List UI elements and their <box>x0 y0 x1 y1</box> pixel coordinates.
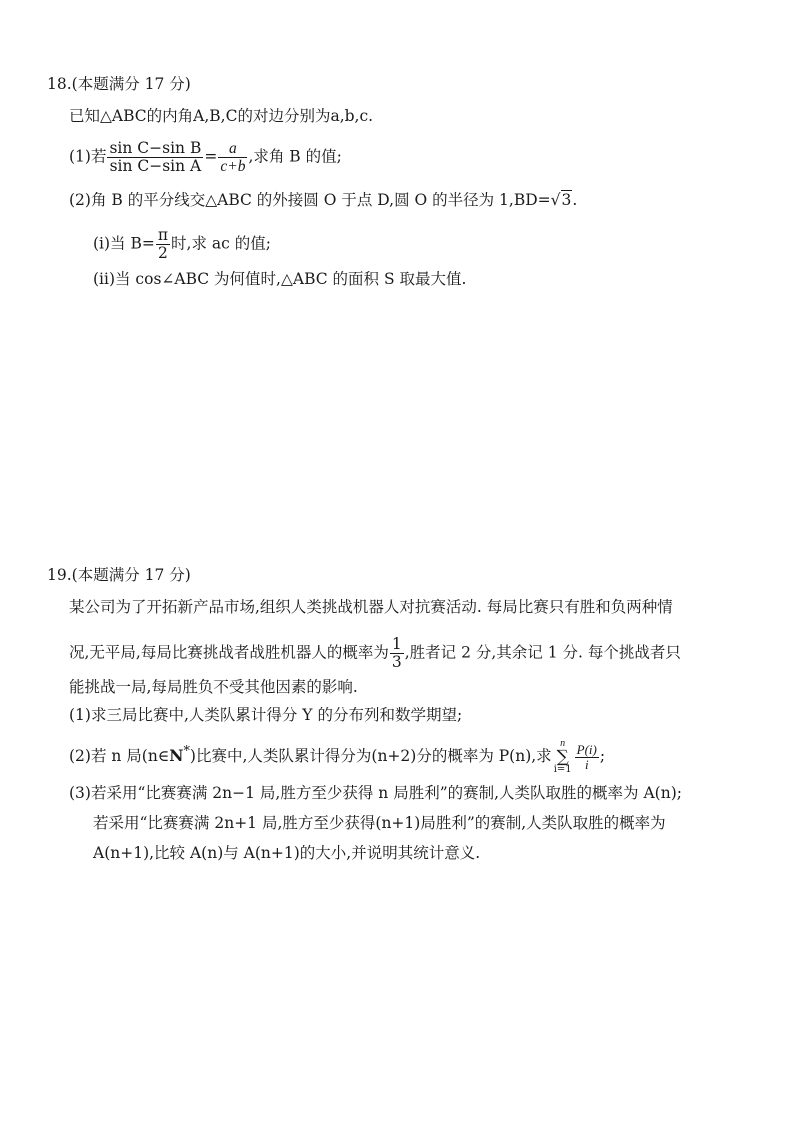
fraction-numerator: a <box>218 140 247 158</box>
natural-numbers-symbol: N <box>169 746 184 765</box>
q18-part1-prefix: (1)若 <box>69 147 107 166</box>
q18-part1 <box>69 140 342 175</box>
fraction-numerator: π <box>157 226 169 244</box>
q18-part2-i-suffix: 时,求 ac 的值; <box>171 234 271 253</box>
q18-part2 <box>69 190 577 210</box>
p-of-i-over-i-fraction <box>575 743 599 772</box>
q19-part1: (1)求三局比赛中,人类队累计得分 Y 的分布列和数学期望; <box>69 706 463 724</box>
summation <box>554 739 572 775</box>
q19-part2-suffix: ; <box>599 747 606 765</box>
q18-part2-i <box>93 227 271 262</box>
q19-part3-line2: 若采用“比赛赛满 2n+1 局,胜方至少获得(n+1)局胜利”的赛制,人类队取胜的概率为 <box>93 814 666 832</box>
q19-intro-line2-suffix: ,胜者记 2 分,其余记 1 分. 每个挑战者只 <box>404 643 681 662</box>
q18-header: 18.(本题满分 17 分) <box>47 75 191 93</box>
q19-part3-line3: A(n+1),比较 A(n)与 A(n+1)的大小,并说明其统计意义. <box>93 844 481 862</box>
q18-part1-suffix: ,求角 B 的值; <box>248 147 342 166</box>
equals-sign: = <box>204 147 218 166</box>
natural-numbers-superscript: * <box>183 743 190 759</box>
one-third-fraction <box>390 636 404 671</box>
fraction-numerator: sin C−sin B <box>109 139 202 157</box>
q18-part1-fraction-right <box>218 140 247 175</box>
q18-stem: 已知△ABC的内角A,B,C的对边分别为a,b,c. <box>69 107 374 125</box>
fraction-denominator: c+b <box>220 158 246 175</box>
q19-part2-middle: )比赛中,人类队累计得分为(n+2)分的概率为 P(n),求 <box>189 747 552 765</box>
q18-part2-end: . <box>572 191 578 209</box>
summation-sign: ∑ <box>556 747 569 767</box>
q18-part1-fraction-left <box>107 140 203 175</box>
fraction-denominator: 2 <box>158 244 168 262</box>
fraction-denominator: i <box>584 756 589 772</box>
pi-over-2-fraction <box>156 227 170 262</box>
sqrt-radicand: 3 <box>561 191 572 209</box>
q19-intro-line2-prefix: 况,无平局,每局比赛挑战者战胜机器人的概率为 <box>69 643 389 662</box>
summation-lower-limit: i=1 <box>553 764 572 775</box>
fraction-numerator: 1 <box>391 635 402 653</box>
q19-intro-line2 <box>69 636 681 671</box>
sqrt-expression: √3 <box>550 191 572 209</box>
q18-part2-i-prefix: (ⅰ)当 B= <box>93 234 155 253</box>
q19-intro-line3: 能挑战一局,每局胜负不受其他因素的影响. <box>69 678 358 696</box>
summation-upper-limit: n <box>560 738 566 749</box>
fraction-numerator: P(i) <box>576 741 597 757</box>
q19-part3-line1: (3)若采用“比赛赛满 2n−1 局,胜方至少获得 n 局胜利”的赛制,人类队取胜的概率为 A(n); <box>69 784 682 802</box>
q19-part2-prefix: (2)若 n 局(n∈ <box>69 747 170 765</box>
q19-header: 19.(本题满分 17 分) <box>47 566 191 584</box>
fraction-denominator: 3 <box>391 653 402 671</box>
q18-part2-text: (2)角 B 的平分线交△ABC 的外接圆 O 于点 D,圆 O 的半径为 1,BD= <box>69 191 551 209</box>
q19-intro-line1: 某公司为了开拓新产品市场,组织人类挑战机器人对抗赛活动. 每局比赛只有胜和负两种情 <box>69 598 673 616</box>
q19-part2 <box>69 739 605 775</box>
q18-part2-ii: (ⅱ)当 cos∠ABC 为何值时,△ABC 的面积 S 取最大值. <box>93 270 467 288</box>
fraction-denominator: sin C−sin A <box>109 157 202 175</box>
